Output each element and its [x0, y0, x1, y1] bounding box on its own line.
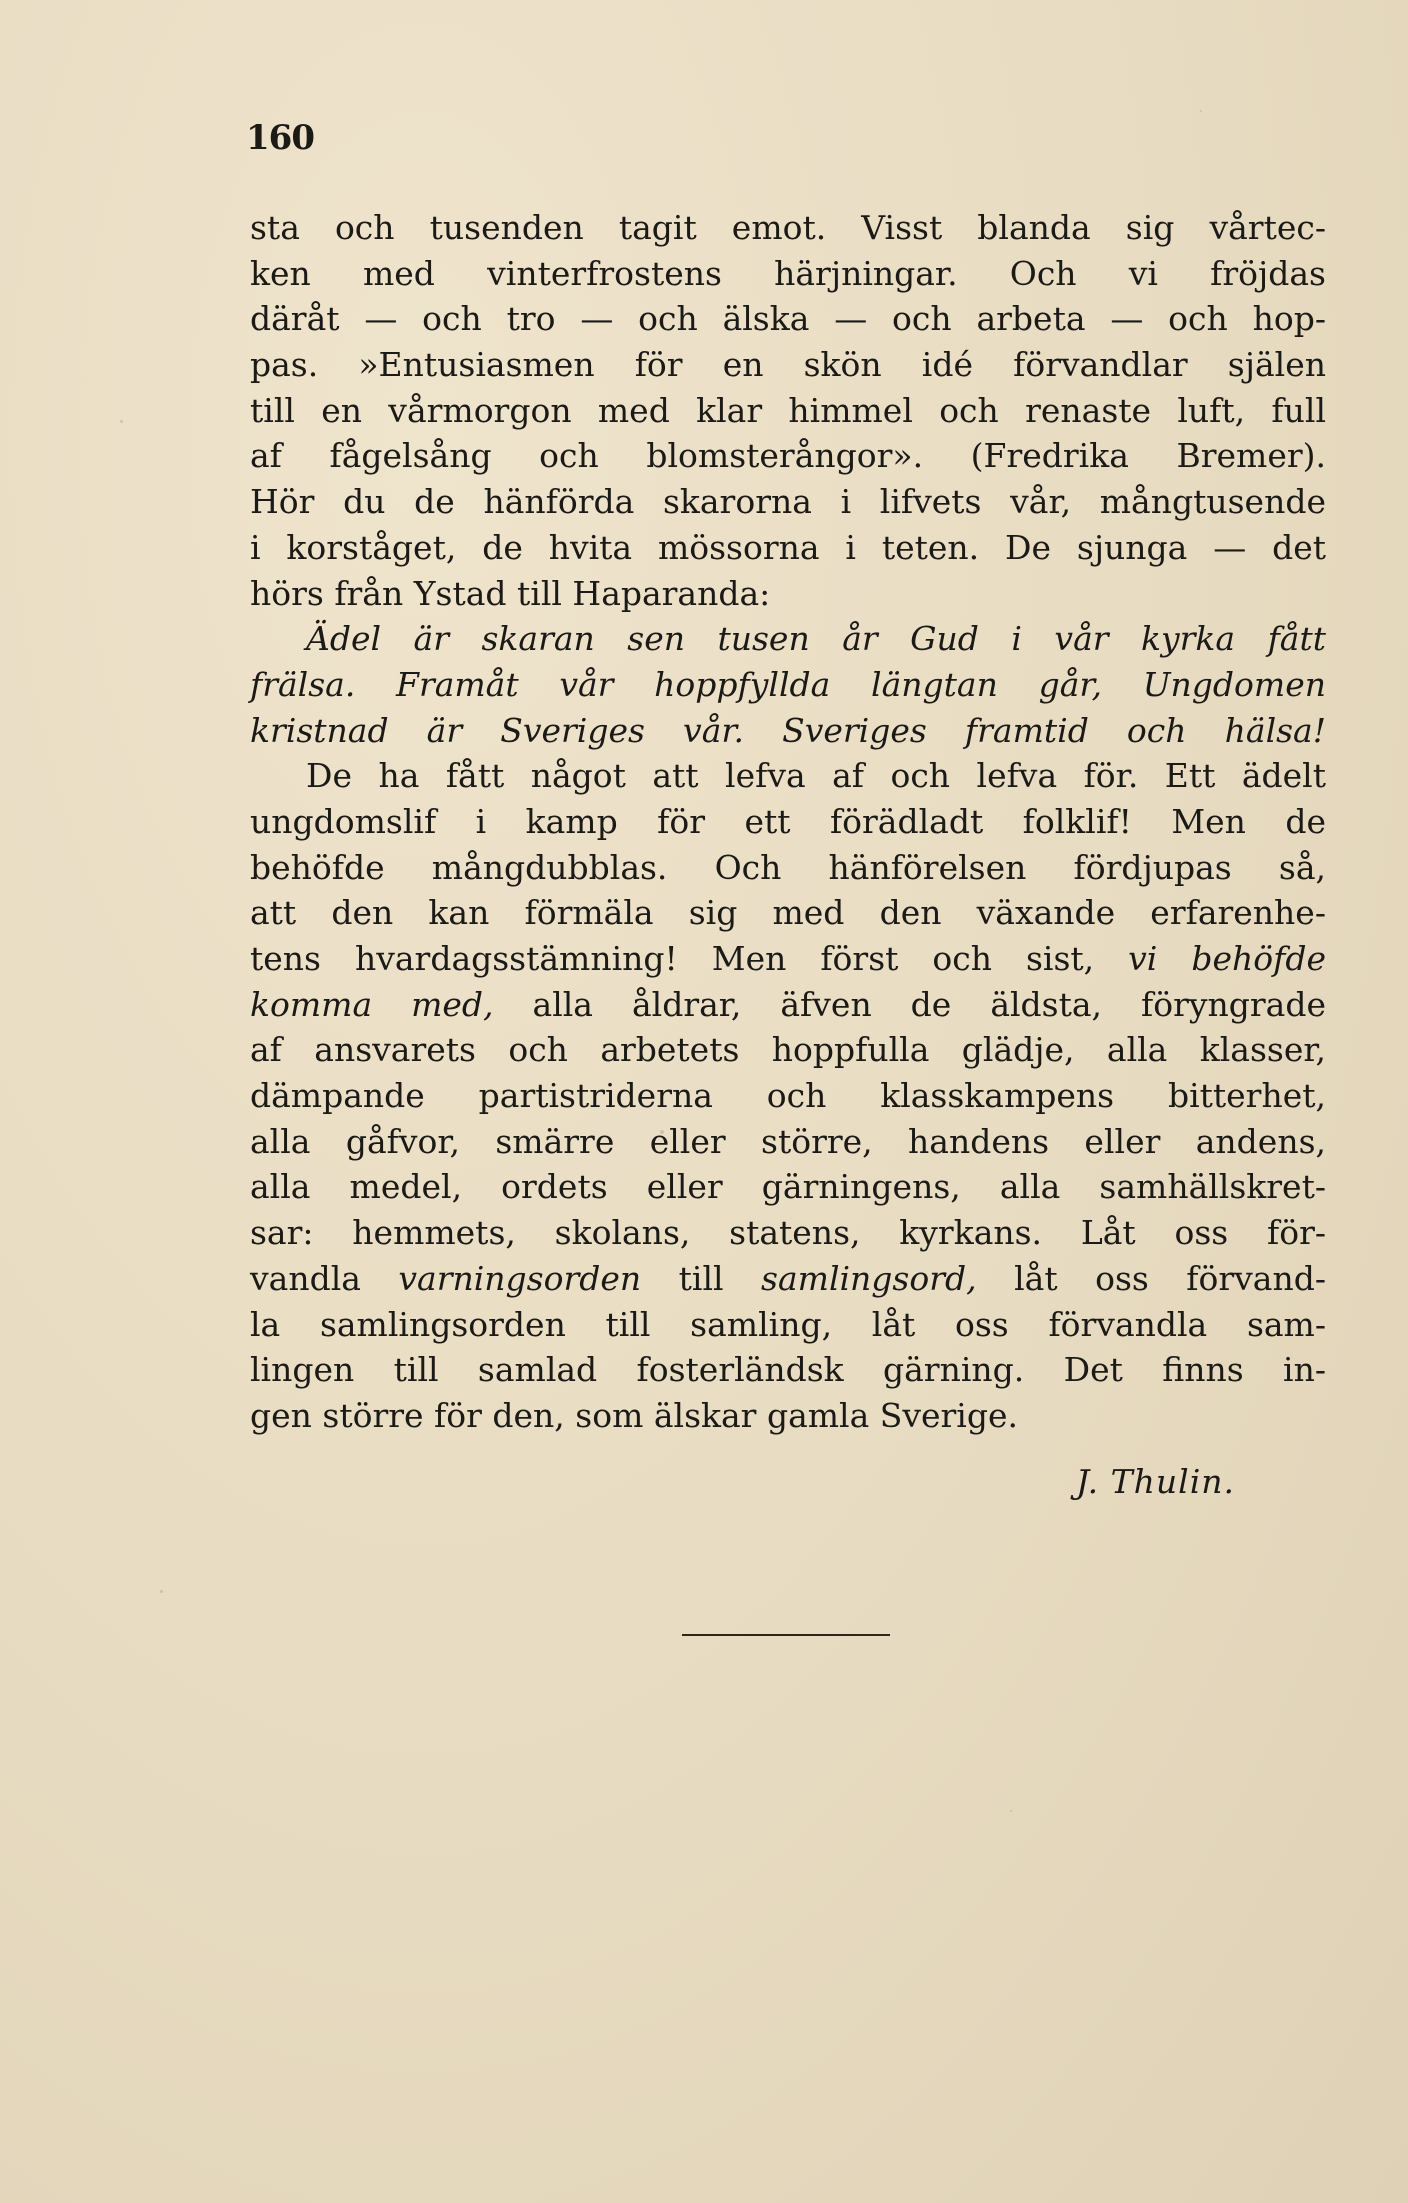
text-run: Hör du de hänförda skarorna i lifvets vår, mångtusende — [250, 482, 1326, 522]
page-number: 160 — [246, 118, 314, 158]
text-line — [250, 1393, 1326, 1439]
author-signature: J. Thulin. — [1076, 1462, 1236, 1501]
section-rule — [682, 1634, 890, 1636]
text-run: ungdomslif i kamp för ett förädladt folklif! Men de — [250, 801, 1326, 841]
text-run: ken med vinterfrostens härjningar. Och vi fröjdas — [250, 253, 1326, 293]
paper-speck — [1010, 1810, 1012, 1812]
text-line — [250, 1119, 1326, 1165]
text-line — [250, 1073, 1326, 1119]
text-run: De ha fått något att lefva af och lefva för. Ett ädelt — [306, 756, 1326, 796]
text-line — [250, 616, 1326, 662]
text-line — [250, 571, 1326, 617]
italic-text-run: frälsa. Framåt vår hoppfyllda längtan går, Ungdomen — [250, 664, 1326, 704]
text-line — [250, 388, 1326, 434]
text-line — [250, 1347, 1326, 1393]
text-line — [250, 479, 1326, 525]
text-run: vandla — [250, 1258, 399, 1298]
text-line — [250, 845, 1326, 891]
text-line — [250, 708, 1326, 754]
text-line — [250, 251, 1326, 297]
text-line — [250, 205, 1326, 251]
text-run: låt oss förvand- — [976, 1258, 1326, 1298]
text-line — [250, 1302, 1326, 1348]
text-line — [250, 1027, 1326, 1073]
text-line — [250, 525, 1326, 571]
text-line — [250, 753, 1326, 799]
paper-speck — [1200, 110, 1202, 112]
text-line — [250, 936, 1326, 982]
text-run: af ansvarets och arbetets hoppfulla glädje, alla klasser, — [250, 1030, 1326, 1070]
text-line — [250, 342, 1326, 388]
italic-text-run: komma med, — [250, 984, 494, 1024]
text-run: alla åldrar, äfven de äldsta, föryngrade — [493, 984, 1326, 1024]
text-line — [250, 1256, 1326, 1302]
text-run: sar: hemmets, skolans, statens, kyrkans. Låt oss för- — [250, 1213, 1326, 1253]
italic-text-run: samlingsord, — [761, 1258, 977, 1298]
text-line — [250, 296, 1326, 342]
paper-speck — [120, 420, 123, 423]
text-line — [250, 799, 1326, 845]
text-run: af fågelsång och blomsterångor». (Fredrika Bremer). — [250, 436, 1326, 476]
text-run: dämpande partistriderna och klasskampens bitterhet, — [250, 1076, 1326, 1116]
text-run: i korståget, de hvita mössorna i teten. De sjunga — det — [250, 527, 1326, 567]
text-run: alla gåfvor, smärre eller större, handens eller andens, — [250, 1121, 1326, 1161]
text-line — [250, 1210, 1326, 1256]
text-line — [250, 1164, 1326, 1210]
text-run: alla medel, ordets eller gärningens, alla samhällskret- — [250, 1167, 1326, 1207]
text-line — [250, 982, 1326, 1028]
text-run: hörs från Ystad till Haparanda: — [250, 573, 771, 613]
body-text — [250, 205, 1326, 1439]
italic-text-run: vi behöfde — [1128, 939, 1326, 978]
text-run: behöfde mångdubblas. Och hänförelsen fördjupas så, — [250, 847, 1326, 887]
text-run: sta och tusenden tagit emot. Visst blanda sig vårtec- — [250, 208, 1326, 247]
text-run: däråt — och tro — och älska — och arbeta — och hop- — [250, 299, 1326, 339]
text-run: la samlingsorden till samling, låt oss förvandla sam- — [250, 1304, 1326, 1344]
italic-text-run: kristnad är Sveriges vår. Sveriges framtid och hälsa! — [250, 710, 1326, 750]
italic-text-run: varningsorden — [398, 1258, 642, 1298]
text-line — [250, 890, 1326, 936]
text-line — [250, 433, 1326, 479]
text-run: att den kan förmäla sig med den växande erfarenhe- — [250, 893, 1326, 933]
text-line — [250, 662, 1326, 708]
italic-text-run: Ädel är skaran sen tusen år Gud i vår kyrka fått — [306, 619, 1326, 659]
text-run: lingen till samlad fosterländsk gärning. Det finns in- — [250, 1350, 1326, 1390]
paper-speck — [160, 1590, 163, 1593]
text-run: till en vårmorgon med klar himmel och renaste luft, full — [250, 390, 1326, 430]
text-run: pas. »Entusiasmen för en skön idé förvandlar själen — [250, 345, 1326, 385]
text-run: till — [641, 1258, 762, 1298]
text-run: tens hvardagsstämning! Men först och sist, — [250, 939, 1129, 978]
text-run: gen större för den, som älskar gamla Sverige. — [250, 1395, 1019, 1435]
